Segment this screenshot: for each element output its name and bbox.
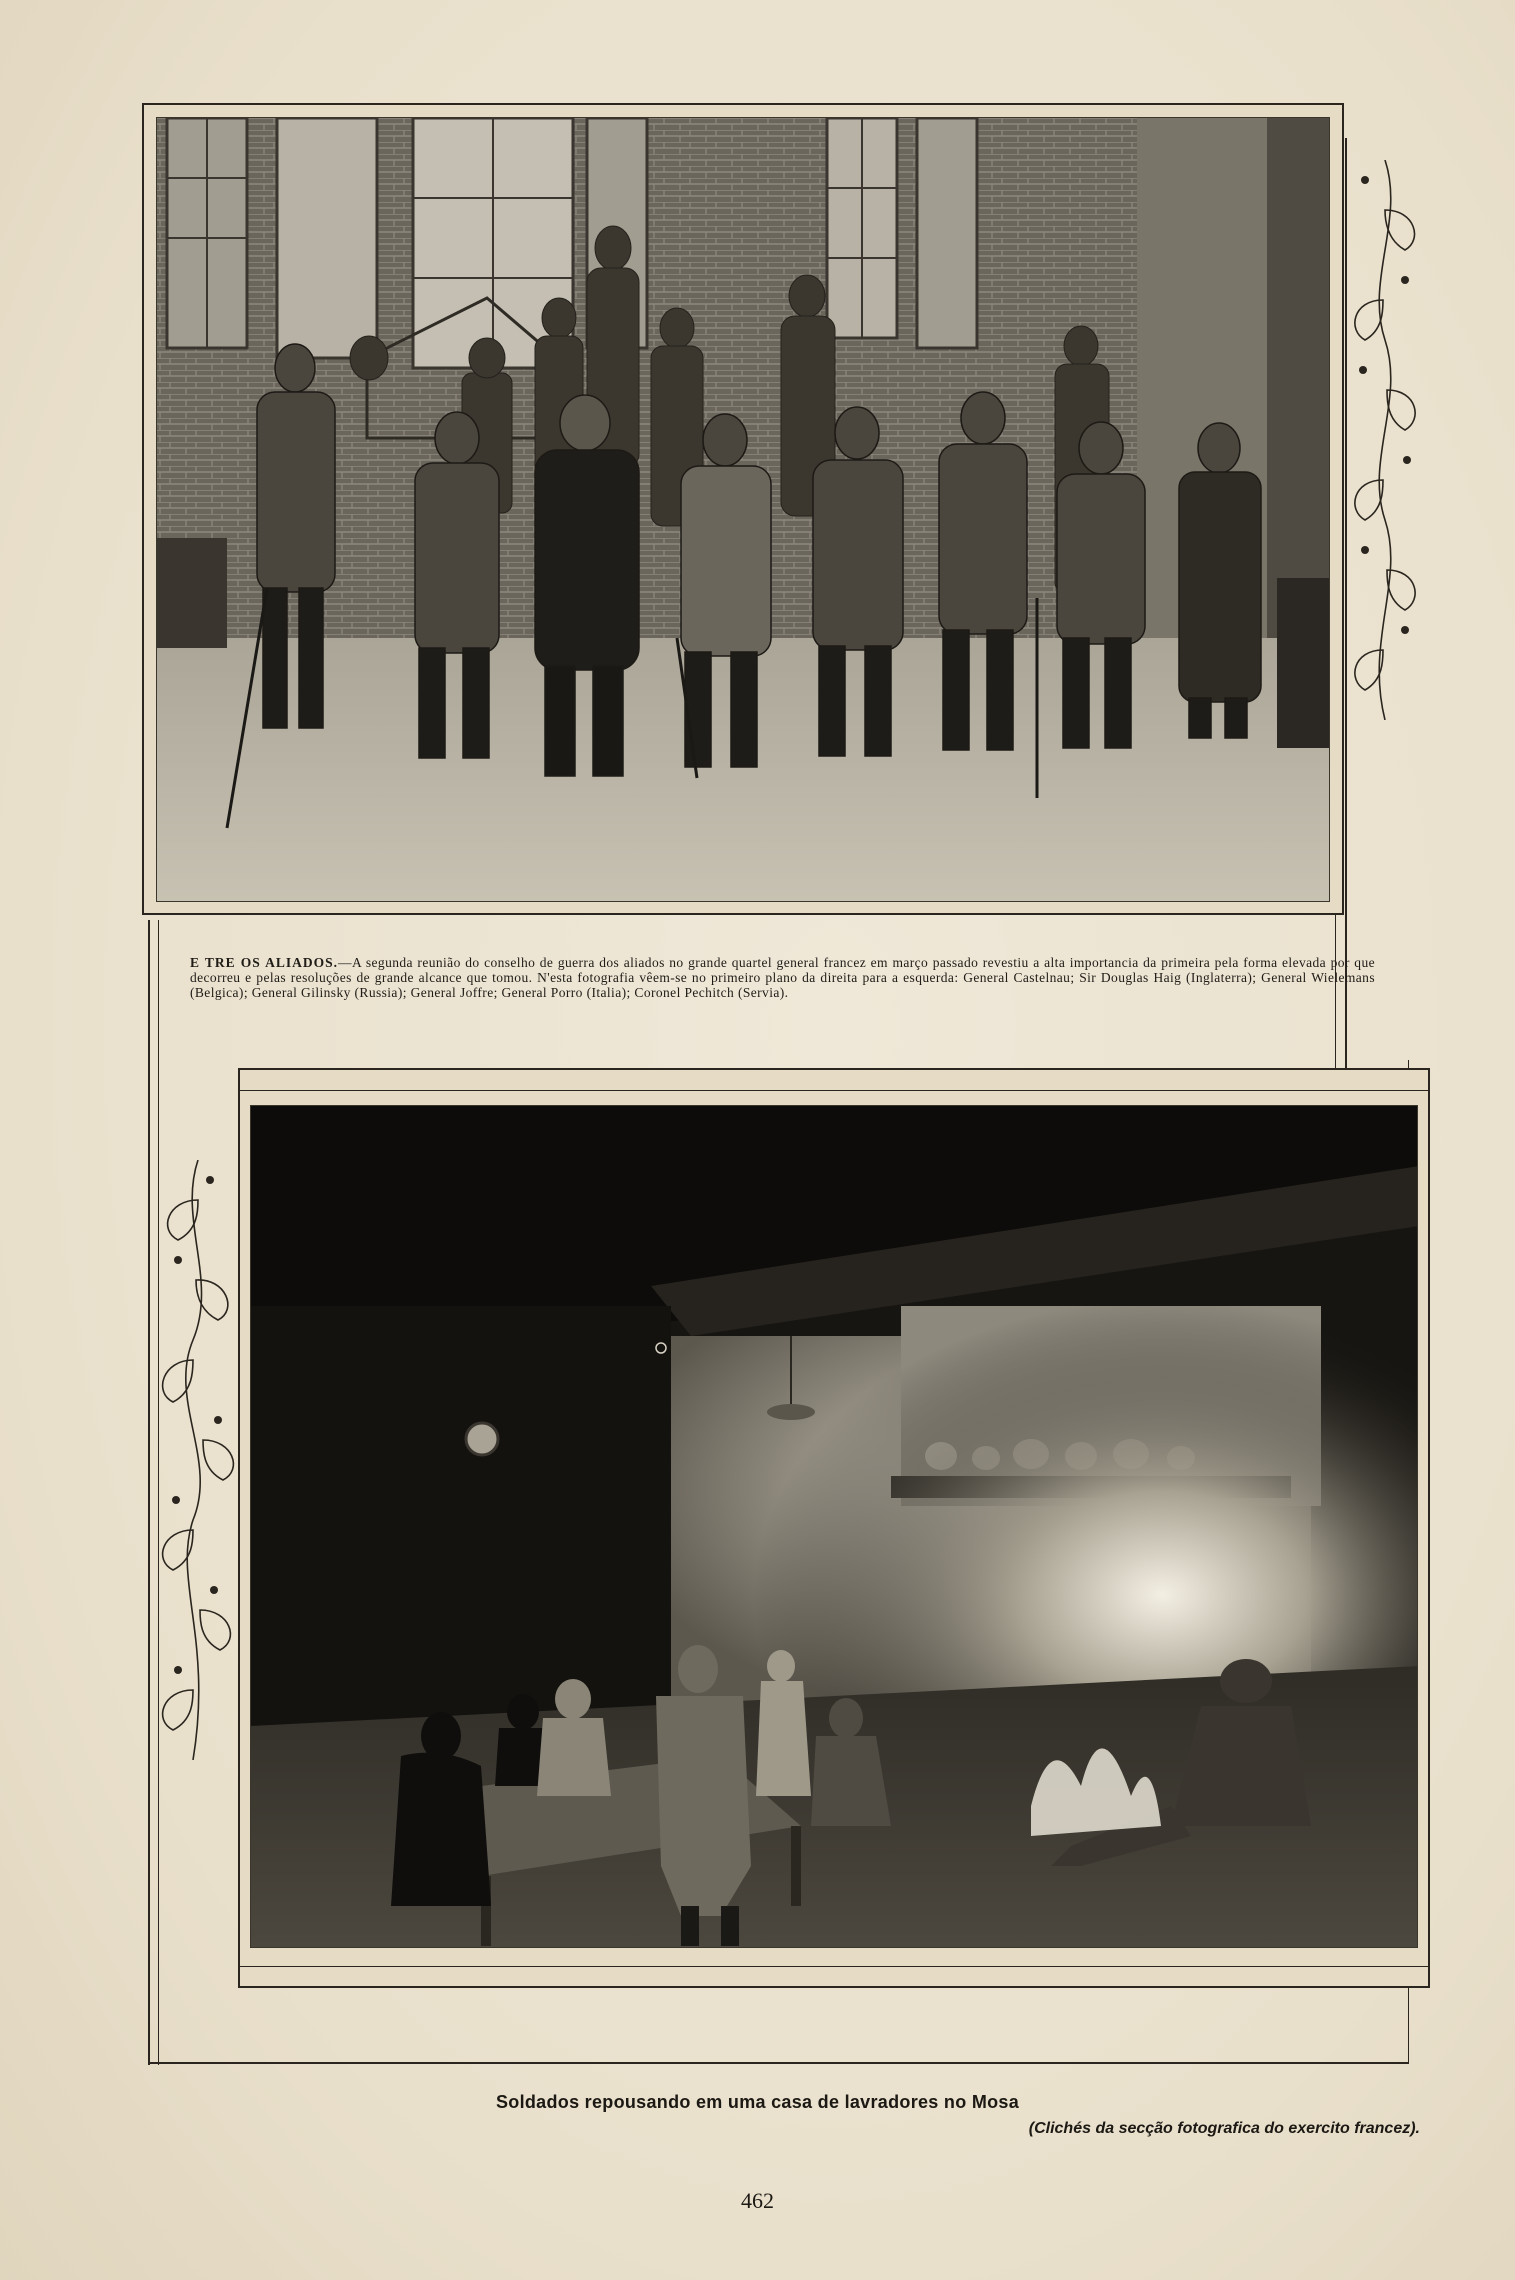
- top-photo: [156, 117, 1330, 902]
- photo-credit-italic: (Clichés: [1028, 2120, 1091, 2137]
- photo-credit: [1029, 2120, 1420, 2138]
- bottom-frame-inner-bottom: [238, 1966, 1430, 1967]
- top-caption-text: —A segunda reunião do conselho de guerra dos aliados no grande quartel general francez em março passado revestiu a alta importancia da primeira pela forma elevada por que decorreu e pelas resoluções de grande alcance que tomou. N'esta fotografia vêem-se no primeiro plano da direita para a esquerda: General Castelnau; Sir Douglas Haig (Inglaterra); General Wielemans (Belgica); General Gilinsky (Russia); General Joffre; General Porro (Italia); Coronel Pechitch (Servia).: [190, 955, 1375, 1000]
- page-number: 462: [741, 2188, 774, 2213]
- bottom-frame-inner-top: [238, 1090, 1430, 1091]
- top-caption: [190, 955, 1375, 1000]
- bottom-caption-title: Soldados repousando em uma casa de lavradores no Mosa: [495, 2092, 1020, 2112]
- vine-ornament-right: [1345, 160, 1425, 720]
- generals-group-image: [157, 118, 1330, 902]
- farmhouse-soldiers-image: [251, 1106, 1418, 1948]
- top-caption-lead: E TRE OS ALIADOS.: [190, 955, 339, 970]
- bottom-photo: [250, 1105, 1418, 1948]
- frame-line-bottom: [148, 2062, 1408, 2064]
- photo-credit-rest: da secção fotografica do exercito francez).: [1091, 2120, 1420, 2137]
- vine-ornament-left: [148, 1160, 248, 1760]
